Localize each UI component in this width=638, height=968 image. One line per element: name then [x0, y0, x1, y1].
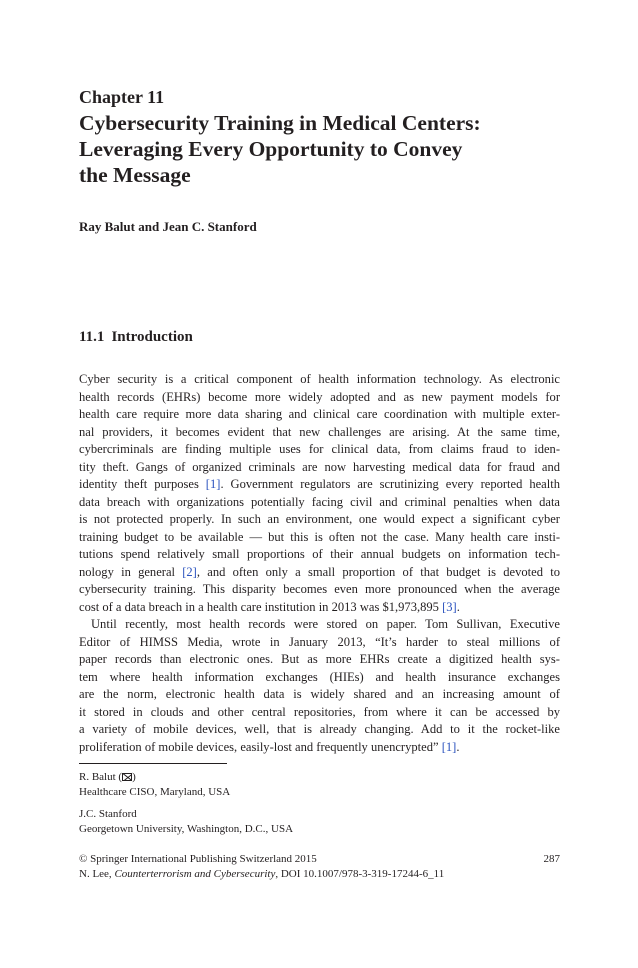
text-line: tutions spend relatively small proportions of their annual budgets on information tech-: [79, 547, 560, 561]
text-segment: , and often only a small proportion of that budget is devoted to: [196, 564, 560, 579]
text-segment: proliferation of mobile devices, easily-lost and frequently unencrypted”: [79, 739, 442, 754]
copyright-notice: © Springer International Publishing Switzerland 2015: [79, 853, 317, 865]
text-segment: nology in general: [79, 564, 183, 579]
text-line: [79, 564, 560, 582]
text-line: paper records than electronic ones. But as more EHRs create a digitized health sys-: [79, 652, 560, 666]
affiliation-name: R. Balut (: [79, 771, 123, 783]
citation-doi: , DOI 10.1007/978-3-319-17244-6_11: [275, 867, 445, 880]
text-line: is not protected properly. In such an environment, one would expect a significant cyber: [79, 512, 560, 526]
affiliation-name-end: ): [132, 771, 136, 783]
text-line: health care require more data sharing and clinical care coordination with multiple exter-: [79, 407, 560, 421]
envelope-icon[interactable]: [122, 773, 132, 781]
chapter-title-line: the Message: [79, 163, 191, 187]
text-line: a variety of mobile devices, well, that is already changing. Add to it the rocket-like: [79, 722, 560, 736]
reference-link[interactable]: [2]: [182, 564, 197, 579]
text-line: cybersecurity training. This disparity becomes even more pronounced when the average: [79, 582, 560, 596]
text-line: Cyber security is a critical component of health information technology. As electronic: [79, 372, 560, 386]
affiliation-name: J.C. Stanford: [79, 808, 137, 820]
affiliation-org: Georgetown University, Washington, D.C., USA: [79, 822, 294, 835]
text-segment: .: [456, 739, 460, 754]
footnote-rule: [79, 763, 227, 764]
affiliation-org: Healthcare CISO, Maryland, USA: [79, 785, 231, 798]
text-line: [79, 476, 560, 494]
paragraph-2: [79, 616, 560, 756]
text-line: [79, 599, 560, 617]
text-segment: cost of a data breach in a health care institution in 2013 was $1,973,895: [79, 599, 443, 614]
text-line: training budget to be available — but this is often not the case. Many health care insti-: [79, 529, 560, 544]
text-line: cybercriminals are finding multiple uses for clinical data, from claims fraud to iden-: [79, 442, 560, 456]
chapter-label: Chapter 11: [79, 87, 165, 107]
text-line: it stored in clouds and other central repositories, from where it can be accessed by: [79, 704, 560, 719]
page-footer: [79, 852, 560, 881]
body-text: [79, 371, 560, 756]
reference-link[interactable]: [1]: [205, 477, 221, 491]
text-segment: .: [456, 599, 460, 614]
reference-link[interactable]: [1]: [441, 739, 457, 754]
chapter-title-line: Cybersecurity Training in Medical Centers:: [79, 111, 481, 135]
affiliation-stanford: [79, 807, 293, 836]
affiliation-balut: [79, 770, 230, 799]
chapter-title: [79, 110, 481, 188]
text-segment: . Government regulators are scrutinizing every reported health: [220, 477, 560, 491]
text-line: are the norm, electronic health data is widely shared and an increasing amount of: [79, 687, 560, 701]
text-line: tem where health information exchanges (HIEs) and health insurance exchanges: [79, 669, 560, 684]
chapter-authors: Ray Balut and Jean C. Stanford: [79, 219, 257, 234]
text-line: health records (EHRs) become more widely adopted and as new payment models for: [79, 389, 560, 404]
section-title: Introduction: [111, 329, 193, 345]
text-line: tity theft. Gangs of organized criminals are now harvesting medical data for fraud and: [79, 459, 560, 474]
text-line: [79, 739, 560, 757]
text-line: Until recently, most health records were stored on paper. Tom Sullivan, Executive: [91, 617, 560, 631]
section-number: 11.1: [79, 329, 105, 345]
citation-book-title: Counterterrorism and Cybersecurity: [114, 867, 276, 880]
text-line: Editor of HIMSS Media, wrote in January 2013, “It’s harder to steal millions of: [79, 634, 560, 649]
text-line: data breach with organizations potentially facing civil and criminal penalties when data: [79, 494, 560, 509]
reference-link[interactable]: [3]: [442, 599, 457, 614]
text-line: nal providers, it becomes evident that new challenges are arising. At the same time,: [79, 424, 560, 439]
chapter-title-line: Leveraging Every Opportunity to Convey: [79, 137, 463, 161]
citation-prefix: N. Lee,: [79, 867, 115, 880]
section-heading: [79, 329, 193, 346]
text-segment: identity theft purposes: [79, 477, 206, 491]
paragraph-1: [79, 371, 560, 616]
page-number: 287: [543, 853, 560, 865]
